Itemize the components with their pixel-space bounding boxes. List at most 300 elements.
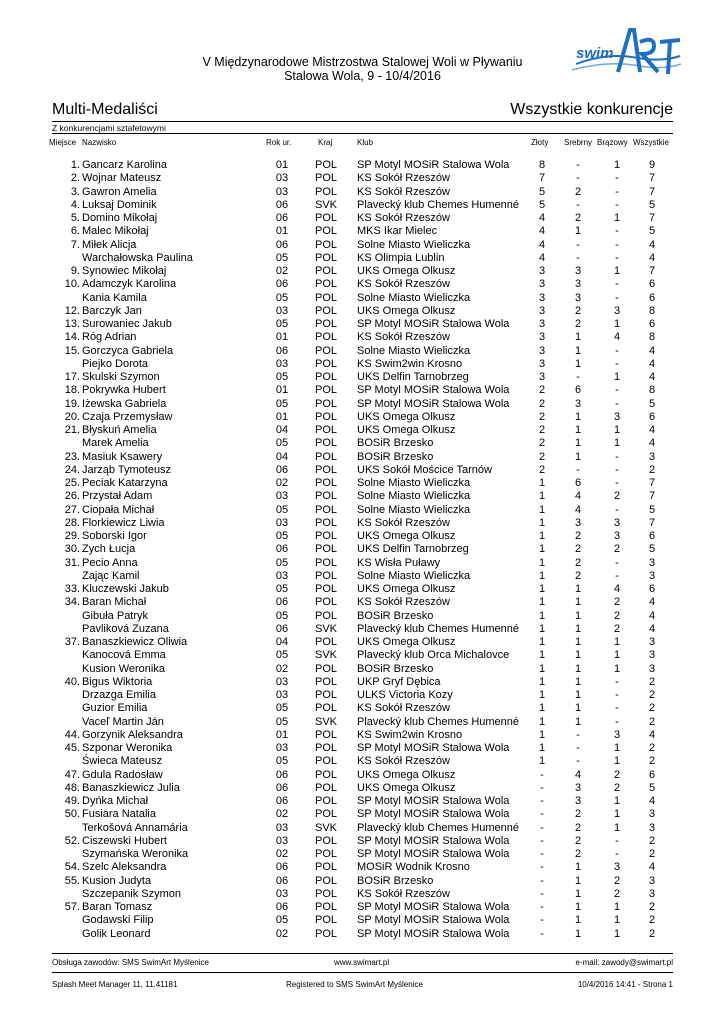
year-cell: 01 bbox=[275, 384, 289, 397]
name-cell: Kusion Weronika bbox=[82, 662, 165, 675]
year-cell: 05 bbox=[275, 715, 289, 728]
place-cell: 9. bbox=[70, 265, 80, 277]
club-cell: SP Motyl MOSiR Stalowa Wola bbox=[357, 384, 510, 397]
scope-label: Wszystkie konkurencje bbox=[510, 101, 673, 118]
bronze-cell: 1 bbox=[613, 808, 621, 821]
bronze-cell: - bbox=[615, 689, 619, 701]
silver-cell: 2 bbox=[574, 318, 582, 330]
table-row bbox=[0, 451, 725, 464]
gold-cell: - bbox=[540, 874, 544, 887]
col-year: Rok ur. bbox=[266, 138, 292, 147]
name-cell: Masiuk Ksawery bbox=[82, 450, 163, 463]
table-row bbox=[0, 610, 725, 623]
year-cell: 05 bbox=[275, 503, 289, 516]
country-cell: POL bbox=[314, 238, 337, 251]
country-cell: POL bbox=[314, 543, 337, 556]
bronze-cell: 2 bbox=[613, 543, 621, 556]
table-row bbox=[0, 358, 725, 371]
gold-cell: - bbox=[540, 887, 544, 900]
footer-email: e-mail: zawody@swimart.pl bbox=[575, 958, 673, 967]
name-cell: Marek Amelia bbox=[82, 437, 149, 450]
name-cell: Luksaj Dominik bbox=[82, 198, 157, 211]
place-cell: 1. bbox=[70, 159, 80, 171]
silver-cell: 1 bbox=[574, 357, 582, 370]
gold-cell: - bbox=[540, 768, 544, 781]
gold-cell: 1 bbox=[538, 728, 546, 741]
year-cell: 03 bbox=[275, 516, 289, 529]
name-cell: Golik Leonard bbox=[82, 927, 151, 940]
name-cell: Gawron Amelia bbox=[82, 185, 157, 198]
total-cell: 5 bbox=[648, 781, 656, 794]
svg-text:swim: swim bbox=[576, 45, 614, 62]
bronze-cell: - bbox=[615, 463, 619, 476]
club-cell: SP Motyl MOSiR Stalowa Wola bbox=[357, 848, 510, 860]
gold-cell: 1 bbox=[538, 490, 546, 503]
year-cell: 05 bbox=[275, 914, 289, 927]
place-cell: 15. bbox=[64, 344, 80, 357]
bronze-cell: - bbox=[615, 834, 619, 847]
year-cell: 03 bbox=[275, 357, 289, 370]
gold-cell: - bbox=[540, 901, 544, 913]
name-cell: Szponar Weronika bbox=[82, 742, 173, 754]
club-cell: KS Sokół Rzeszów bbox=[357, 755, 450, 768]
gold-cell: 1 bbox=[538, 689, 546, 701]
total-cell: 3 bbox=[648, 556, 656, 569]
club-cell: Solne Miasto Wieliczka bbox=[357, 503, 471, 516]
club-cell: KS Sokół Rzeszów bbox=[357, 596, 450, 609]
year-cell: 06 bbox=[275, 543, 289, 556]
bronze-cell: 1 bbox=[613, 662, 621, 675]
gold-cell: - bbox=[540, 927, 544, 940]
table-row bbox=[0, 729, 725, 742]
silver-cell: 4 bbox=[574, 768, 582, 781]
bronze-cell: - bbox=[615, 251, 619, 264]
year-cell: 02 bbox=[275, 477, 289, 489]
year-cell: 05 bbox=[275, 371, 289, 383]
country-cell: POL bbox=[314, 609, 337, 622]
name-cell: Gibuła Patryk bbox=[82, 609, 149, 622]
name-cell: Róg Adrian bbox=[82, 331, 137, 344]
club-cell: Solne Miasto Wieliczka bbox=[357, 477, 471, 489]
name-cell: Miłek Alicja bbox=[82, 238, 137, 251]
silver-cell: 1 bbox=[574, 901, 582, 913]
year-cell: 01 bbox=[275, 728, 289, 741]
country-cell: POL bbox=[314, 371, 337, 383]
total-cell: 5 bbox=[648, 503, 656, 516]
table-row bbox=[0, 504, 725, 517]
year-cell: 06 bbox=[275, 861, 289, 874]
bronze-cell: 1 bbox=[613, 318, 621, 330]
silver-cell: 1 bbox=[574, 583, 582, 595]
club-cell: BOSiR Brzesko bbox=[357, 874, 434, 887]
club-cell: Plavecký klub Chemes Humenné bbox=[357, 198, 520, 211]
gold-cell: 3 bbox=[538, 371, 546, 383]
year-cell: 05 bbox=[275, 702, 289, 715]
silver-cell: 1 bbox=[574, 225, 582, 238]
table-row bbox=[0, 861, 725, 874]
year-cell: 02 bbox=[275, 808, 289, 821]
event-dates: Stalowa Wola, 9 - 10/4/2016 bbox=[284, 69, 441, 83]
name-cell: Jarząb Tymoteusz bbox=[82, 463, 172, 476]
year-cell: 04 bbox=[275, 636, 289, 648]
gold-cell: 4 bbox=[538, 225, 546, 238]
subheader-divider bbox=[52, 133, 673, 134]
table-row bbox=[0, 755, 725, 768]
total-cell: 7 bbox=[648, 477, 656, 489]
silver-cell: 3 bbox=[574, 795, 582, 807]
country-cell: SVK bbox=[314, 821, 337, 834]
club-cell: Plavecký klub Chemes Humenné bbox=[357, 622, 520, 635]
silver-cell: 2 bbox=[574, 848, 582, 860]
club-cell: KS Sokół Rzeszów bbox=[357, 887, 450, 900]
bronze-cell: 1 bbox=[613, 795, 621, 807]
total-cell: 7 bbox=[648, 516, 656, 529]
country-cell: POL bbox=[314, 450, 337, 463]
club-cell: Plavecký klub Orca Michalovce bbox=[357, 649, 510, 662]
place-cell: 52. bbox=[64, 834, 80, 847]
table-row bbox=[0, 159, 725, 172]
country-cell: POL bbox=[314, 596, 337, 609]
total-cell: 7 bbox=[648, 212, 656, 224]
year-cell: 03 bbox=[275, 887, 289, 900]
year-cell: 03 bbox=[275, 569, 289, 582]
year-cell: 04 bbox=[275, 424, 289, 436]
table-row bbox=[0, 742, 725, 755]
silver-cell: 1 bbox=[574, 450, 582, 463]
name-cell: Kluczewski Jakub bbox=[82, 583, 169, 595]
bronze-cell: - bbox=[615, 503, 619, 516]
total-cell: 4 bbox=[648, 795, 656, 807]
country-cell: POL bbox=[314, 742, 337, 754]
table-row bbox=[0, 663, 725, 676]
silver-cell: 2 bbox=[574, 556, 582, 569]
club-cell: BOSiR Brzesko bbox=[357, 609, 434, 622]
club-cell: KS Swim2win Krosno bbox=[357, 728, 463, 741]
total-cell: 6 bbox=[648, 291, 656, 304]
place-cell: 3. bbox=[70, 185, 80, 198]
country-cell: SVK bbox=[314, 622, 337, 635]
table-row bbox=[0, 636, 725, 649]
name-cell: Drzazga Emilia bbox=[82, 689, 156, 701]
bronze-cell: 2 bbox=[613, 490, 621, 503]
bronze-cell: 3 bbox=[613, 304, 621, 317]
bronze-cell: 2 bbox=[613, 768, 621, 781]
title-divider bbox=[52, 121, 673, 122]
silver-cell: 2 bbox=[574, 212, 582, 224]
silver-cell: 1 bbox=[574, 437, 582, 450]
table-row bbox=[0, 570, 725, 583]
year-cell: 04 bbox=[275, 450, 289, 463]
year-cell: 01 bbox=[275, 331, 289, 344]
country-cell: POL bbox=[314, 861, 337, 874]
club-cell: KS Sokół Rzeszów bbox=[357, 702, 450, 715]
table-row bbox=[0, 437, 725, 450]
club-cell: KS Sokół Rzeszów bbox=[357, 516, 450, 529]
total-cell: 3 bbox=[648, 887, 656, 900]
col-place: Miejsce bbox=[49, 138, 77, 147]
table-row bbox=[0, 186, 725, 199]
year-cell: 02 bbox=[275, 265, 289, 277]
year-cell: 03 bbox=[275, 675, 289, 688]
year-cell: 06 bbox=[275, 781, 289, 794]
club-cell: KS Swim2win Krosno bbox=[357, 357, 463, 370]
total-cell: 4 bbox=[648, 251, 656, 264]
gold-cell: 2 bbox=[538, 384, 546, 397]
name-cell: Iżewska Gabriela bbox=[82, 397, 167, 410]
place-cell: 21. bbox=[64, 424, 80, 436]
name-cell: Kania Kamila bbox=[82, 291, 147, 304]
country-cell: POL bbox=[314, 159, 337, 171]
gold-cell: 1 bbox=[538, 503, 546, 516]
year-cell: 01 bbox=[275, 225, 289, 238]
total-cell: 9 bbox=[648, 159, 656, 171]
table-row bbox=[0, 305, 725, 318]
bronze-cell: 1 bbox=[613, 649, 621, 662]
year-cell: 06 bbox=[275, 596, 289, 609]
place-cell: 34. bbox=[64, 596, 80, 609]
club-cell: MKS Ikar Mielec bbox=[357, 225, 438, 238]
place-cell: 55. bbox=[64, 874, 80, 887]
gold-cell: 2 bbox=[538, 397, 546, 410]
total-cell: 4 bbox=[648, 596, 656, 609]
country-cell: POL bbox=[314, 318, 337, 330]
club-cell: Solne Miasto Wieliczka bbox=[357, 569, 471, 582]
silver-cell: 2 bbox=[574, 530, 582, 542]
club-cell: KS Sokół Rzeszów bbox=[357, 212, 450, 224]
bronze-cell: 4 bbox=[613, 331, 621, 344]
name-cell: Surowaniec Jakub bbox=[82, 318, 172, 330]
club-cell: Solne Miasto Wieliczka bbox=[357, 344, 471, 357]
country-cell: POL bbox=[314, 503, 337, 516]
gold-cell: - bbox=[540, 848, 544, 860]
table-row bbox=[0, 464, 725, 477]
silver-cell: 1 bbox=[574, 914, 582, 927]
table-row bbox=[0, 769, 725, 782]
total-cell: 8 bbox=[648, 304, 656, 317]
table-row bbox=[0, 530, 725, 543]
country-cell: POL bbox=[314, 265, 337, 277]
bronze-cell: - bbox=[615, 715, 619, 728]
year-cell: 06 bbox=[275, 795, 289, 807]
club-cell: UKS Omega Olkusz bbox=[357, 530, 456, 542]
silver-cell: 6 bbox=[574, 477, 582, 489]
country-cell: POL bbox=[314, 278, 337, 291]
country-cell: POL bbox=[314, 424, 337, 436]
club-cell: SP Motyl MOSiR Stalowa Wola bbox=[357, 397, 510, 410]
table-row bbox=[0, 411, 725, 424]
bronze-cell: 1 bbox=[613, 424, 621, 436]
total-cell: 2 bbox=[648, 927, 656, 940]
country-cell: POL bbox=[314, 331, 337, 344]
table-row bbox=[0, 795, 725, 808]
place-cell: 27. bbox=[64, 503, 80, 516]
gold-cell: 1 bbox=[538, 516, 546, 529]
table-row bbox=[0, 716, 725, 729]
club-cell: SP Motyl MOSiR Stalowa Wola bbox=[357, 834, 510, 847]
place-cell: 40. bbox=[64, 675, 80, 688]
bronze-cell: - bbox=[615, 185, 619, 198]
col-gold: Złoty bbox=[531, 138, 549, 147]
year-cell: 05 bbox=[275, 556, 289, 569]
country-cell: POL bbox=[314, 901, 337, 913]
bronze-cell: - bbox=[615, 172, 619, 185]
country-cell: POL bbox=[314, 662, 337, 675]
name-cell: Guzior Emilia bbox=[82, 702, 148, 715]
club-cell: BOSiR Brzesko bbox=[357, 662, 434, 675]
place-cell: 14. bbox=[64, 331, 80, 344]
total-cell: 4 bbox=[648, 357, 656, 370]
place-cell: 17. bbox=[64, 371, 80, 383]
bronze-cell: - bbox=[615, 238, 619, 251]
year-cell: 05 bbox=[275, 251, 289, 264]
total-cell: 7 bbox=[648, 265, 656, 277]
total-cell: 6 bbox=[648, 583, 656, 595]
silver-cell: 1 bbox=[574, 861, 582, 874]
year-cell: 05 bbox=[275, 291, 289, 304]
bronze-cell: 1 bbox=[613, 265, 621, 277]
gold-cell: 1 bbox=[538, 636, 546, 648]
club-cell: KS Sokół Rzeszów bbox=[357, 278, 450, 291]
name-cell: Zając Kamil bbox=[82, 569, 140, 582]
bronze-cell: 1 bbox=[613, 636, 621, 648]
footer-divider-bottom bbox=[52, 972, 673, 973]
name-cell: Vaceľ Martin Ján bbox=[82, 715, 164, 728]
total-cell: 4 bbox=[648, 371, 656, 383]
total-cell: 2 bbox=[648, 742, 656, 754]
total-cell: 2 bbox=[648, 914, 656, 927]
name-cell: Szelc Aleksandra bbox=[82, 861, 167, 874]
name-cell: Pokrywka Hubert bbox=[82, 384, 166, 397]
club-cell: SP Motyl MOSiR Stalowa Wola bbox=[357, 795, 510, 807]
silver-cell: 2 bbox=[574, 834, 582, 847]
footer-registration: Registered to SMS SwimArt Myślenice bbox=[286, 980, 423, 989]
name-cell: Banaszkiewicz Oliwia bbox=[82, 636, 188, 648]
silver-cell: 2 bbox=[574, 543, 582, 556]
place-cell: 30. bbox=[64, 543, 80, 556]
table-row bbox=[0, 623, 725, 636]
gold-cell: 4 bbox=[538, 238, 546, 251]
total-cell: 7 bbox=[648, 172, 656, 185]
silver-cell: - bbox=[576, 251, 580, 264]
total-cell: 8 bbox=[648, 384, 656, 397]
place-cell: 23. bbox=[64, 450, 80, 463]
gold-cell: 1 bbox=[538, 662, 546, 675]
year-cell: 05 bbox=[275, 530, 289, 542]
year-cell: 02 bbox=[275, 848, 289, 860]
club-cell: BOSiR Brzesko bbox=[357, 437, 434, 450]
gold-cell: 4 bbox=[538, 251, 546, 264]
place-cell: 48. bbox=[64, 781, 80, 794]
place-cell: 4. bbox=[70, 198, 80, 211]
name-cell: Fusiara Natalia bbox=[82, 808, 156, 821]
place-cell: 29. bbox=[64, 530, 80, 542]
table-row bbox=[0, 848, 725, 861]
year-cell: 02 bbox=[275, 662, 289, 675]
total-cell: 2 bbox=[648, 675, 656, 688]
silver-cell: - bbox=[576, 198, 580, 211]
place-cell: 26. bbox=[64, 490, 80, 503]
year-cell: 05 bbox=[275, 397, 289, 410]
bronze-cell: 1 bbox=[613, 821, 621, 834]
gold-cell: 1 bbox=[538, 543, 546, 556]
silver-cell: 3 bbox=[574, 265, 582, 277]
silver-cell: 1 bbox=[574, 636, 582, 648]
silver-cell: - bbox=[576, 371, 580, 383]
table-row bbox=[0, 901, 725, 914]
gold-cell: 2 bbox=[538, 437, 546, 450]
year-cell: 03 bbox=[275, 689, 289, 701]
bronze-cell: - bbox=[615, 450, 619, 463]
silver-cell: 1 bbox=[574, 424, 582, 436]
country-cell: POL bbox=[314, 914, 337, 927]
silver-cell: - bbox=[576, 742, 580, 754]
silver-cell: 1 bbox=[574, 609, 582, 622]
place-cell: 12. bbox=[64, 304, 80, 317]
year-cell: 03 bbox=[275, 490, 289, 503]
table-row bbox=[0, 822, 725, 835]
gold-cell: 1 bbox=[538, 622, 546, 635]
name-cell: Soborski Igor bbox=[82, 530, 147, 542]
table-row bbox=[0, 583, 725, 596]
place-cell: 33. bbox=[64, 583, 80, 595]
place-cell: 19. bbox=[64, 397, 80, 410]
silver-cell: 2 bbox=[574, 821, 582, 834]
silver-cell: 2 bbox=[574, 808, 582, 821]
country-cell: POL bbox=[314, 410, 337, 423]
gold-cell: 4 bbox=[538, 212, 546, 224]
name-cell: Kusion Judyta bbox=[82, 874, 152, 887]
country-cell: POL bbox=[314, 675, 337, 688]
col-country: Kraj bbox=[318, 138, 333, 147]
country-cell: POL bbox=[314, 636, 337, 648]
footer-website: www.swimart.pl bbox=[334, 958, 390, 967]
gold-cell: 1 bbox=[538, 569, 546, 582]
table-row bbox=[0, 318, 725, 331]
country-cell: POL bbox=[314, 516, 337, 529]
country-cell: SVK bbox=[314, 198, 337, 211]
bronze-cell: 1 bbox=[613, 437, 621, 450]
country-cell: POL bbox=[314, 185, 337, 198]
footer-software: Splash Meet Manager 11, 11.41181 bbox=[52, 980, 178, 989]
club-cell: UKS Omega Olkusz bbox=[357, 424, 456, 436]
gold-cell: 1 bbox=[538, 649, 546, 662]
table-row bbox=[0, 239, 725, 252]
place-cell: 7. bbox=[70, 238, 80, 251]
bronze-cell: - bbox=[615, 198, 619, 211]
club-cell: SP Motyl MOSiR Stalowa Wola bbox=[357, 901, 510, 913]
club-cell: Solne Miasto Wieliczka bbox=[357, 238, 471, 251]
country-cell: POL bbox=[314, 569, 337, 582]
silver-cell: 3 bbox=[574, 516, 582, 529]
name-cell: Kanocová Emma bbox=[82, 649, 166, 662]
name-cell: Synowiec Mikołaj bbox=[82, 265, 167, 277]
footer-organizer: Obsługa zawodów: SMS SwimArt Myślenice bbox=[52, 958, 209, 967]
country-cell: POL bbox=[314, 463, 337, 476]
table-row bbox=[0, 331, 725, 344]
silver-cell: 1 bbox=[574, 331, 582, 344]
total-cell: 8 bbox=[648, 331, 656, 344]
year-cell: 05 bbox=[275, 755, 289, 768]
gold-cell: - bbox=[540, 861, 544, 874]
total-cell: 2 bbox=[648, 715, 656, 728]
country-cell: POL bbox=[314, 768, 337, 781]
name-cell: Domino Mikołaj bbox=[82, 212, 158, 224]
year-cell: 03 bbox=[275, 172, 289, 185]
document-header bbox=[150, 55, 575, 83]
total-cell: 4 bbox=[648, 344, 656, 357]
table-row bbox=[0, 596, 725, 609]
gold-cell: 3 bbox=[538, 278, 546, 291]
